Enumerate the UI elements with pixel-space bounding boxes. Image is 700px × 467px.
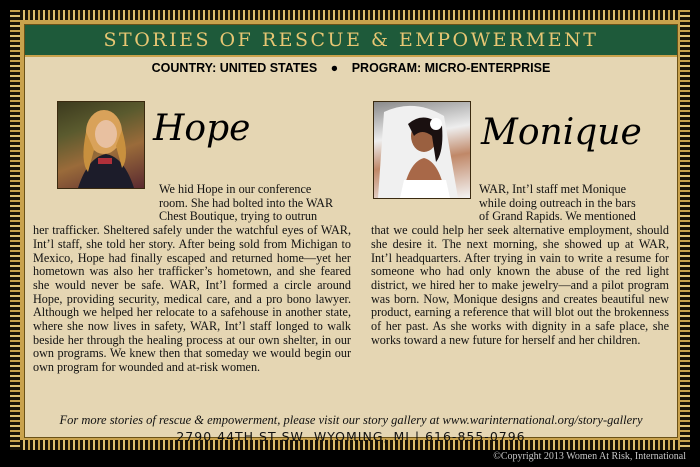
title-banner	[25, 25, 677, 57]
monique-body: that we could help her seek alternative employment, should she desire it. The next morning, she showed up at WAR, Int’l headquarters. After trying in vain to write a resume for someone who had only known the abuse of the red light district, we hired her to make jewelry—and a pilot program was born. Now, Monique designs and creates beautiful new product, earning a reference that will blot out the brokenness of her past. As she works with dignity in a safe place, she works toward a new future for herself and her children.	[371, 223, 669, 347]
monique-line-2: while doing outreach in the bars	[479, 195, 636, 210]
border-top	[10, 10, 690, 20]
bullet-separator: ●	[330, 61, 339, 75]
hope-line-1: We hid Hope in our conference	[159, 182, 312, 196]
decorative-frame	[10, 10, 690, 450]
hope-line-3: Chest Boutique, trying to outrun	[159, 209, 318, 224]
hope-story	[33, 183, 351, 375]
hope-line-2: room. She had bolted into the WAR	[159, 195, 334, 210]
hope-name: Hope	[153, 108, 251, 149]
monique-story-text	[371, 183, 669, 347]
page-title: STORIES OF RESCUE & EMPOWERMENT	[103, 29, 599, 51]
monique-line-3: of Grand Rapids. We mentioned	[479, 209, 636, 224]
monique-name: Monique	[481, 112, 642, 153]
hope-body: her trafficker. Sheltered safely under the watchful eyes of WAR, Int’l staff, she told her story. After being sold from Michigan to Mexico, Hope had finally escaped and returned home—yet her hometown was also her trafficker’s hometown, and she feared she would never be safe. WAR, Int’l formed a circle around Hope, providing security, medical care, and a pro bono lawyer. Although we helped her relocate to a safehouse in another state, where she now lives in safety, WAR, Int’l staff longed to walk beside her through the healing process at our own shelter, in our own programs. We knew then that someday we would begin our own program for wounded and at-risk women.	[33, 223, 351, 375]
story-gallery-text: For more stories of rescue & empowerment, please visit our story gallery at www.warinternational.org/story-gallery	[59, 413, 643, 427]
program-label: PROGRAM: MICRO-ENTERPRISE	[351, 61, 551, 75]
subheading	[25, 61, 677, 75]
country-label: COUNTRY: UNITED STATES	[151, 61, 318, 75]
content-panel	[24, 24, 678, 444]
monique-line-1: WAR, Int’l staff met Monique	[479, 182, 627, 196]
copyright-text: ©Copyright 2013 Women At Risk, International	[493, 451, 686, 462]
monique-story	[371, 183, 669, 347]
hope-story-text	[33, 183, 351, 375]
woman-portrait-icon	[58, 102, 144, 188]
border-left	[10, 10, 20, 450]
border-right	[680, 10, 690, 450]
address-line: 2790 44TH ST SW, WYOMING, MI | 616-855-0796	[176, 429, 526, 444]
hope-photo	[57, 101, 145, 189]
